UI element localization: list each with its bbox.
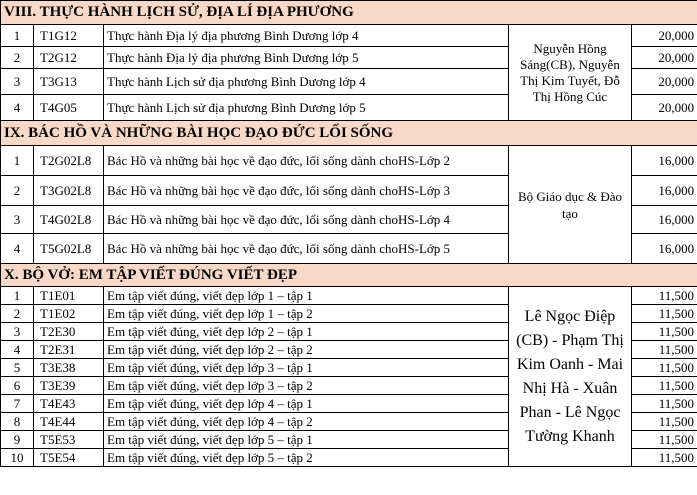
row-number: 1 [1, 146, 34, 176]
book-title: Thực hành Lịch sử địa phương Bình Dương lớp 4 [104, 69, 509, 95]
row-number: 7 [1, 395, 34, 413]
row-number: 9 [1, 431, 34, 449]
book-title: Em tập viết đúng, viết đẹp lớp 5 – tập 1 [104, 431, 509, 449]
section-header [1, 1, 697, 25]
row-number: 2 [1, 305, 34, 323]
book-title: Em tập viết đúng, viết đẹp lớp 5 – tập 2 [104, 449, 509, 467]
row-number: 4 [1, 95, 34, 121]
row-number: 1 [1, 25, 34, 47]
section-header [1, 121, 697, 146]
book-code: T4E44 [34, 413, 104, 431]
section-title: IX. BÁC HỒ VÀ NHỮNG BÀI HỌC ĐẠO ĐỨC LỐI SỐNG [1, 121, 697, 146]
book-code: T5G02L8 [34, 234, 104, 264]
book-code: T5E54 [34, 449, 104, 467]
book-price: 11,500 [632, 323, 697, 341]
book-code: T4G05 [34, 95, 104, 121]
book-code: T3G13 [34, 69, 104, 95]
book-code: T5E53 [34, 431, 104, 449]
book-title: Em tập viết đúng, viết đẹp lớp 1 – tập 2 [104, 305, 509, 323]
row-number: 4 [1, 234, 34, 264]
table-row [1, 25, 697, 47]
book-price: 11,500 [632, 395, 697, 413]
book-title: Em tập viết đúng, viết đẹp lớp 2 – tập 2 [104, 341, 509, 359]
book-title: Bác Hồ và những bài học về đạo đức, lối sống dành choHS-Lớp 3 [104, 176, 509, 206]
book-price: 16,000 [632, 146, 697, 176]
book-code: T3E39 [34, 377, 104, 395]
table-row [1, 287, 697, 305]
book-price: 20,000 [632, 95, 697, 121]
table-row [1, 146, 697, 176]
table-body [1, 1, 697, 467]
book-title: Bác Hồ và những bài học về đạo đức, lối sống dành choHS-Lớp 2 [104, 146, 509, 176]
book-price: 11,500 [632, 287, 697, 305]
book-price: 11,500 [632, 341, 697, 359]
row-number: 8 [1, 413, 34, 431]
row-number: 4 [1, 341, 34, 359]
row-number: 2 [1, 47, 34, 69]
row-number: 6 [1, 377, 34, 395]
book-code: T1E02 [34, 305, 104, 323]
author-cell: Lê Ngọc Điệp (CB) - Phạm Thị Kim Oanh - Mai Nhị Hà - Xuân Phan - Lê Ngọc Tường Khanh [509, 287, 632, 467]
book-title: Em tập viết đúng, viết đẹp lớp 3 – tập 2 [104, 377, 509, 395]
book-code: T3E38 [34, 359, 104, 377]
row-number: 3 [1, 69, 34, 95]
section-header [1, 264, 697, 287]
book-price: 11,500 [632, 431, 697, 449]
section-title: VIII. THỰC HÀNH LỊCH SỬ, ĐỊA LÍ ĐỊA PHƯƠNG [1, 1, 697, 25]
book-title: Thực hành Địa lý địa phương Bình Dương lớp 5 [104, 47, 509, 69]
book-title: Em tập viết đúng, viết đẹp lớp 1 – tập 1 [104, 287, 509, 305]
row-number: 3 [1, 323, 34, 341]
book-code: T2E30 [34, 323, 104, 341]
book-price: 20,000 [632, 69, 697, 95]
book-title: Thực hành Địa lý địa phương Bình Dương lớp 4 [104, 25, 509, 47]
book-price: 20,000 [632, 25, 697, 47]
book-title: Em tập viết đúng, viết đẹp lớp 4 – tập 2 [104, 413, 509, 431]
book-code: T2G02L8 [34, 146, 104, 176]
book-title: Em tập viết đúng, viết đẹp lớp 3 – tập 1 [104, 359, 509, 377]
book-price: 11,500 [632, 413, 697, 431]
book-title: Bác Hồ và những bài học về đạo đức, lối sống dành choHS-Lớp 4 [104, 206, 509, 234]
row-number: 3 [1, 206, 34, 234]
book-title: Bác Hồ và những bài học về đạo đức, lối sống dành choHS-Lớp 5 [104, 234, 509, 264]
book-code: T1E01 [34, 287, 104, 305]
book-code: T4G02L8 [34, 206, 104, 234]
row-number: 2 [1, 176, 34, 206]
author-cell: Nguyễn Hồng Sáng(CB), Nguyễn Thị Kim Tuyết, Đỗ Thị Hồng Cúc [509, 25, 632, 121]
book-title: Thực hành Lịch sử địa phương Bình Dương lớp 5 [104, 95, 509, 121]
book-code: T4E43 [34, 395, 104, 413]
book-price: 11,500 [632, 377, 697, 395]
book-price: 11,500 [632, 359, 697, 377]
book-title: Em tập viết đúng, viết đẹp lớp 2 – tập 1 [104, 323, 509, 341]
book-code: T3G02L8 [34, 176, 104, 206]
section-title: X. BỘ VỞ: EM TẬP VIẾT ĐÚNG VIẾT ĐẸP [1, 264, 697, 287]
author-cell: Bộ Giáo dục & Đào tạo [509, 146, 632, 264]
row-number: 1 [1, 287, 34, 305]
book-price: 16,000 [632, 234, 697, 264]
book-price: 20,000 [632, 47, 697, 69]
book-code: T2E31 [34, 341, 104, 359]
book-price: 16,000 [632, 176, 697, 206]
row-number: 10 [1, 449, 34, 467]
row-number: 5 [1, 359, 34, 377]
book-code: T2G12 [34, 47, 104, 69]
book-code: T1G12 [34, 25, 104, 47]
book-price: 11,500 [632, 449, 697, 467]
book-price: 16,000 [632, 206, 697, 234]
book-price: 11,500 [632, 305, 697, 323]
book-title: Em tập viết đúng, viết đẹp lớp 4 – tập 1 [104, 395, 509, 413]
